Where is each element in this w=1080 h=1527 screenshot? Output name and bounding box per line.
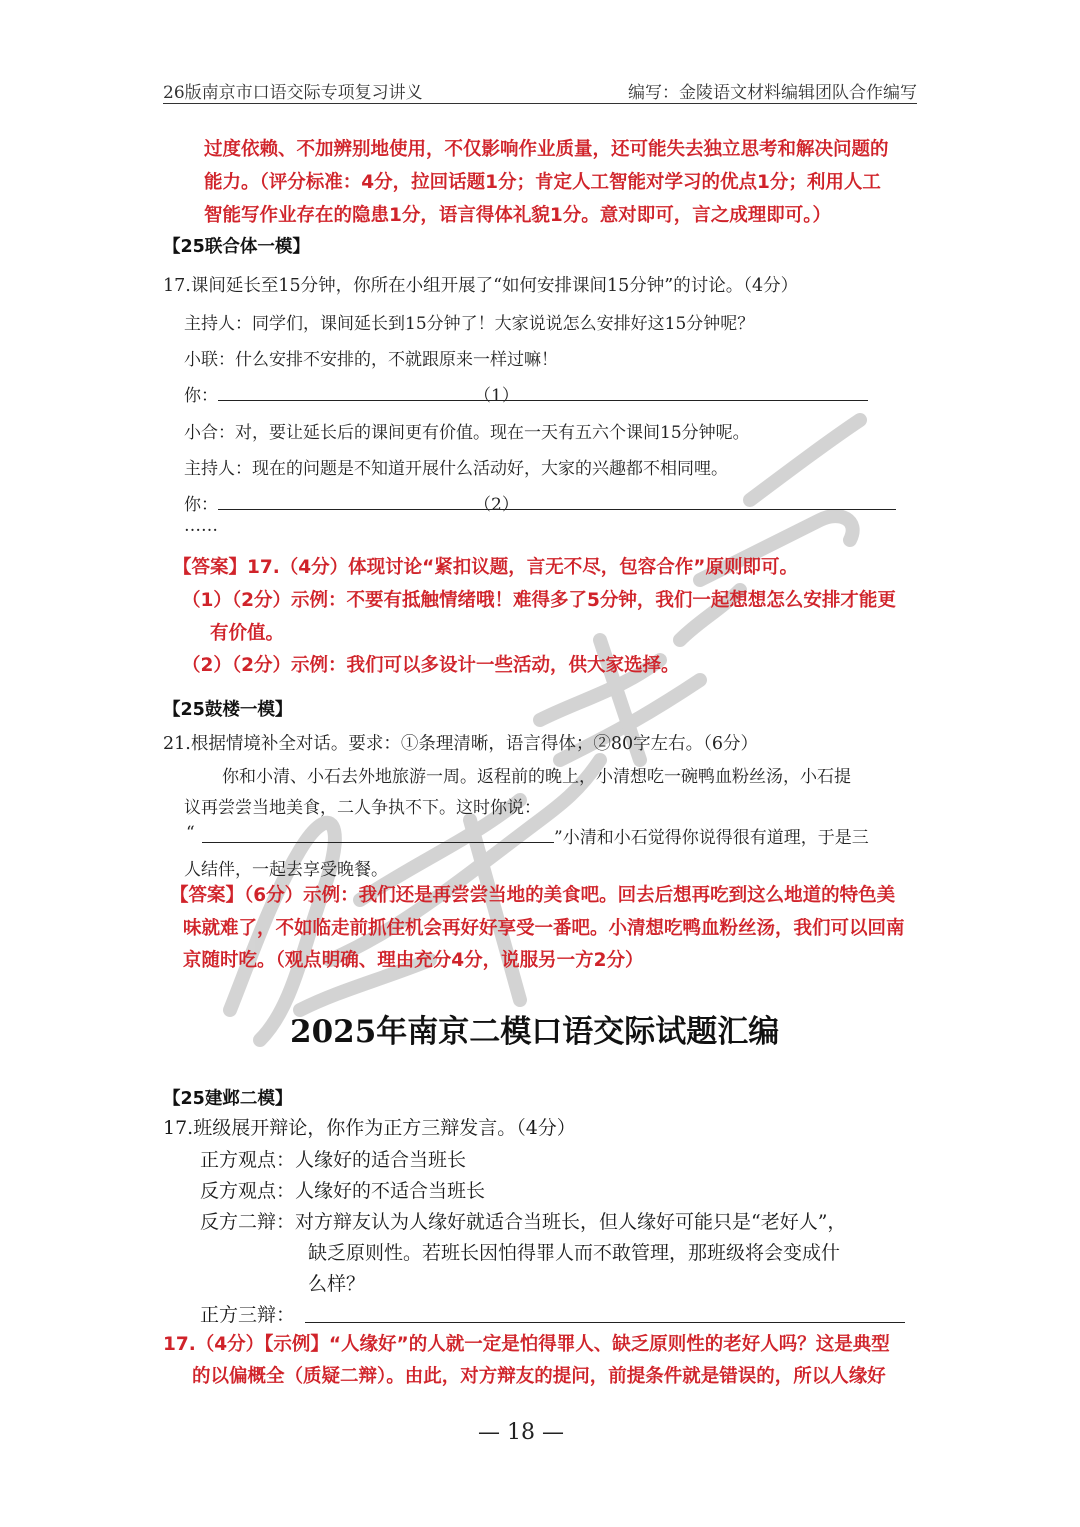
answer-line: （2）（2分）示例：我们可以多设计一些活动，供大家选择。 bbox=[182, 655, 680, 676]
answer-line: 17.（4分）【示例】“人缘好”的人就一定是怕得罪人、缺乏原则性的老好人吗？这是典型 bbox=[163, 1334, 890, 1355]
section-title: 2025年南京二模口语交际试题汇编 bbox=[290, 1014, 780, 1050]
question-text: 17.班级展开辩论，你作为正方三辩发言。（4分） bbox=[163, 1117, 576, 1139]
question-text: 21.根据情境补全对话。要求：①条理清晰，语言得体；②80字左右。（6分） bbox=[163, 734, 758, 754]
answer-line: （1）（2分）示例：不要有抵触情绪哦！难得多了5分钟，我们一起想想怎么安排才能更 bbox=[182, 590, 896, 611]
answer-blank[interactable] bbox=[305, 1322, 905, 1323]
question-text: 17.课间延长至15分钟，你所在小组开展了“如何安排课间15分钟”的讨论。（4分） bbox=[163, 276, 799, 296]
answer-blank-1[interactable] bbox=[218, 400, 868, 401]
answer-line: 有价值。 bbox=[210, 623, 285, 644]
debate-line: 缺乏原则性。若班长因怕得罪人而不敢管理，那班级将会变成什 bbox=[308, 1242, 841, 1264]
context-line: 人结伴，一起去享受晚餐。 bbox=[184, 860, 388, 880]
answer-blank[interactable] bbox=[202, 842, 554, 843]
debate-line: 正方三辩： bbox=[200, 1304, 296, 1326]
answer-line: 【答案】17.（4分）体现讨论“紧扣议题，言无不尽，包容合作”原则即可。 bbox=[173, 557, 798, 578]
section-tag: 【25联合体一模】 bbox=[163, 237, 310, 257]
section-tag: 【25鼓楼一模】 bbox=[163, 700, 293, 720]
debate-line: 正方观点：人缘好的适合当班长 bbox=[200, 1149, 467, 1171]
debate-line: 么样？ bbox=[308, 1273, 366, 1295]
blank-number-1: （1） bbox=[474, 386, 519, 406]
section-tag: 【25建邺二模】 bbox=[163, 1089, 293, 1109]
answer-line: 的以偏概全（质疑二辩）。由此，对方辩友的提问，前提条件就是错误的，所以人缘好 bbox=[192, 1366, 886, 1387]
dialogue-line: 小联：什么安排不安排的，不就跟原来一样过嘛！ bbox=[184, 350, 558, 370]
context-line: 你和小清、小石去外地旅游一周。返程前的晚上，小清想吃一碗鸭血粉丝汤，小石提 bbox=[222, 767, 851, 787]
top-answer-line-3: 智能写作业存在的隐患1分，语言得体礼貌1分。意对即可，言之成理即可。） bbox=[204, 205, 831, 226]
header-rule bbox=[163, 103, 917, 104]
top-answer-line-2: 能力。（评分标准：4分，拉回话题1分；肯定人工智能对学习的优点1分；利用人工 bbox=[204, 172, 881, 193]
ellipsis: …… bbox=[184, 516, 218, 536]
answer-line: 京随时吃。（观点明确、理由充分4分，说服另一方2分） bbox=[183, 950, 644, 971]
page-number: — 18 — bbox=[478, 1420, 564, 1445]
quote-open: “ bbox=[186, 823, 195, 843]
answer-line: 【答案】（6分）示例：我们还是再尝尝当地的美食吧。回去后想再吃到这么地道的特色美 bbox=[170, 885, 896, 906]
answer-line: 味就难了，不如临走前抓住机会再好好享受一番吧。小清想吃鸭血粉丝汤，我们可以回南 bbox=[183, 918, 905, 939]
you-label: 你： bbox=[184, 386, 218, 406]
dialogue-line: 主持人：现在的问题是不知道开展什么活动好，大家的兴趣都不相同哩。 bbox=[184, 459, 728, 479]
dialogue-line: 小合：对，要让延长后的课间更有价值。现在一天有五六个课间15分钟呢。 bbox=[184, 423, 750, 443]
answer-blank-2[interactable] bbox=[218, 509, 896, 510]
header-right: 编写：金陵语文材料编辑团队合作编写 bbox=[628, 83, 917, 103]
blank-number-2: （2） bbox=[474, 495, 519, 515]
debate-line: 反方二辩：对方辩友认为人缘好就适合当班长，但人缘好可能只是“老好人”， bbox=[200, 1211, 847, 1233]
top-answer-line-1: 过度依赖、不加辨别地使用，不仅影响作业质量，还可能失去独立思考和解决问题的 bbox=[204, 139, 889, 160]
dialogue-line: 主持人：同学们，课间延长到15分钟了！大家说说怎么安排好这15分钟呢？ bbox=[184, 314, 755, 334]
after-blank-text: ”小清和小石觉得你说得很有道理，于是三 bbox=[554, 828, 869, 848]
header-left: 26版南京市口语交际专项复习讲义 bbox=[163, 83, 423, 103]
you-label: 你： bbox=[184, 495, 218, 515]
context-line: 议再尝尝当地美食，二人争执不下。这时你说： bbox=[184, 798, 541, 818]
debate-line: 反方观点：人缘好的不适合当班长 bbox=[200, 1180, 486, 1202]
